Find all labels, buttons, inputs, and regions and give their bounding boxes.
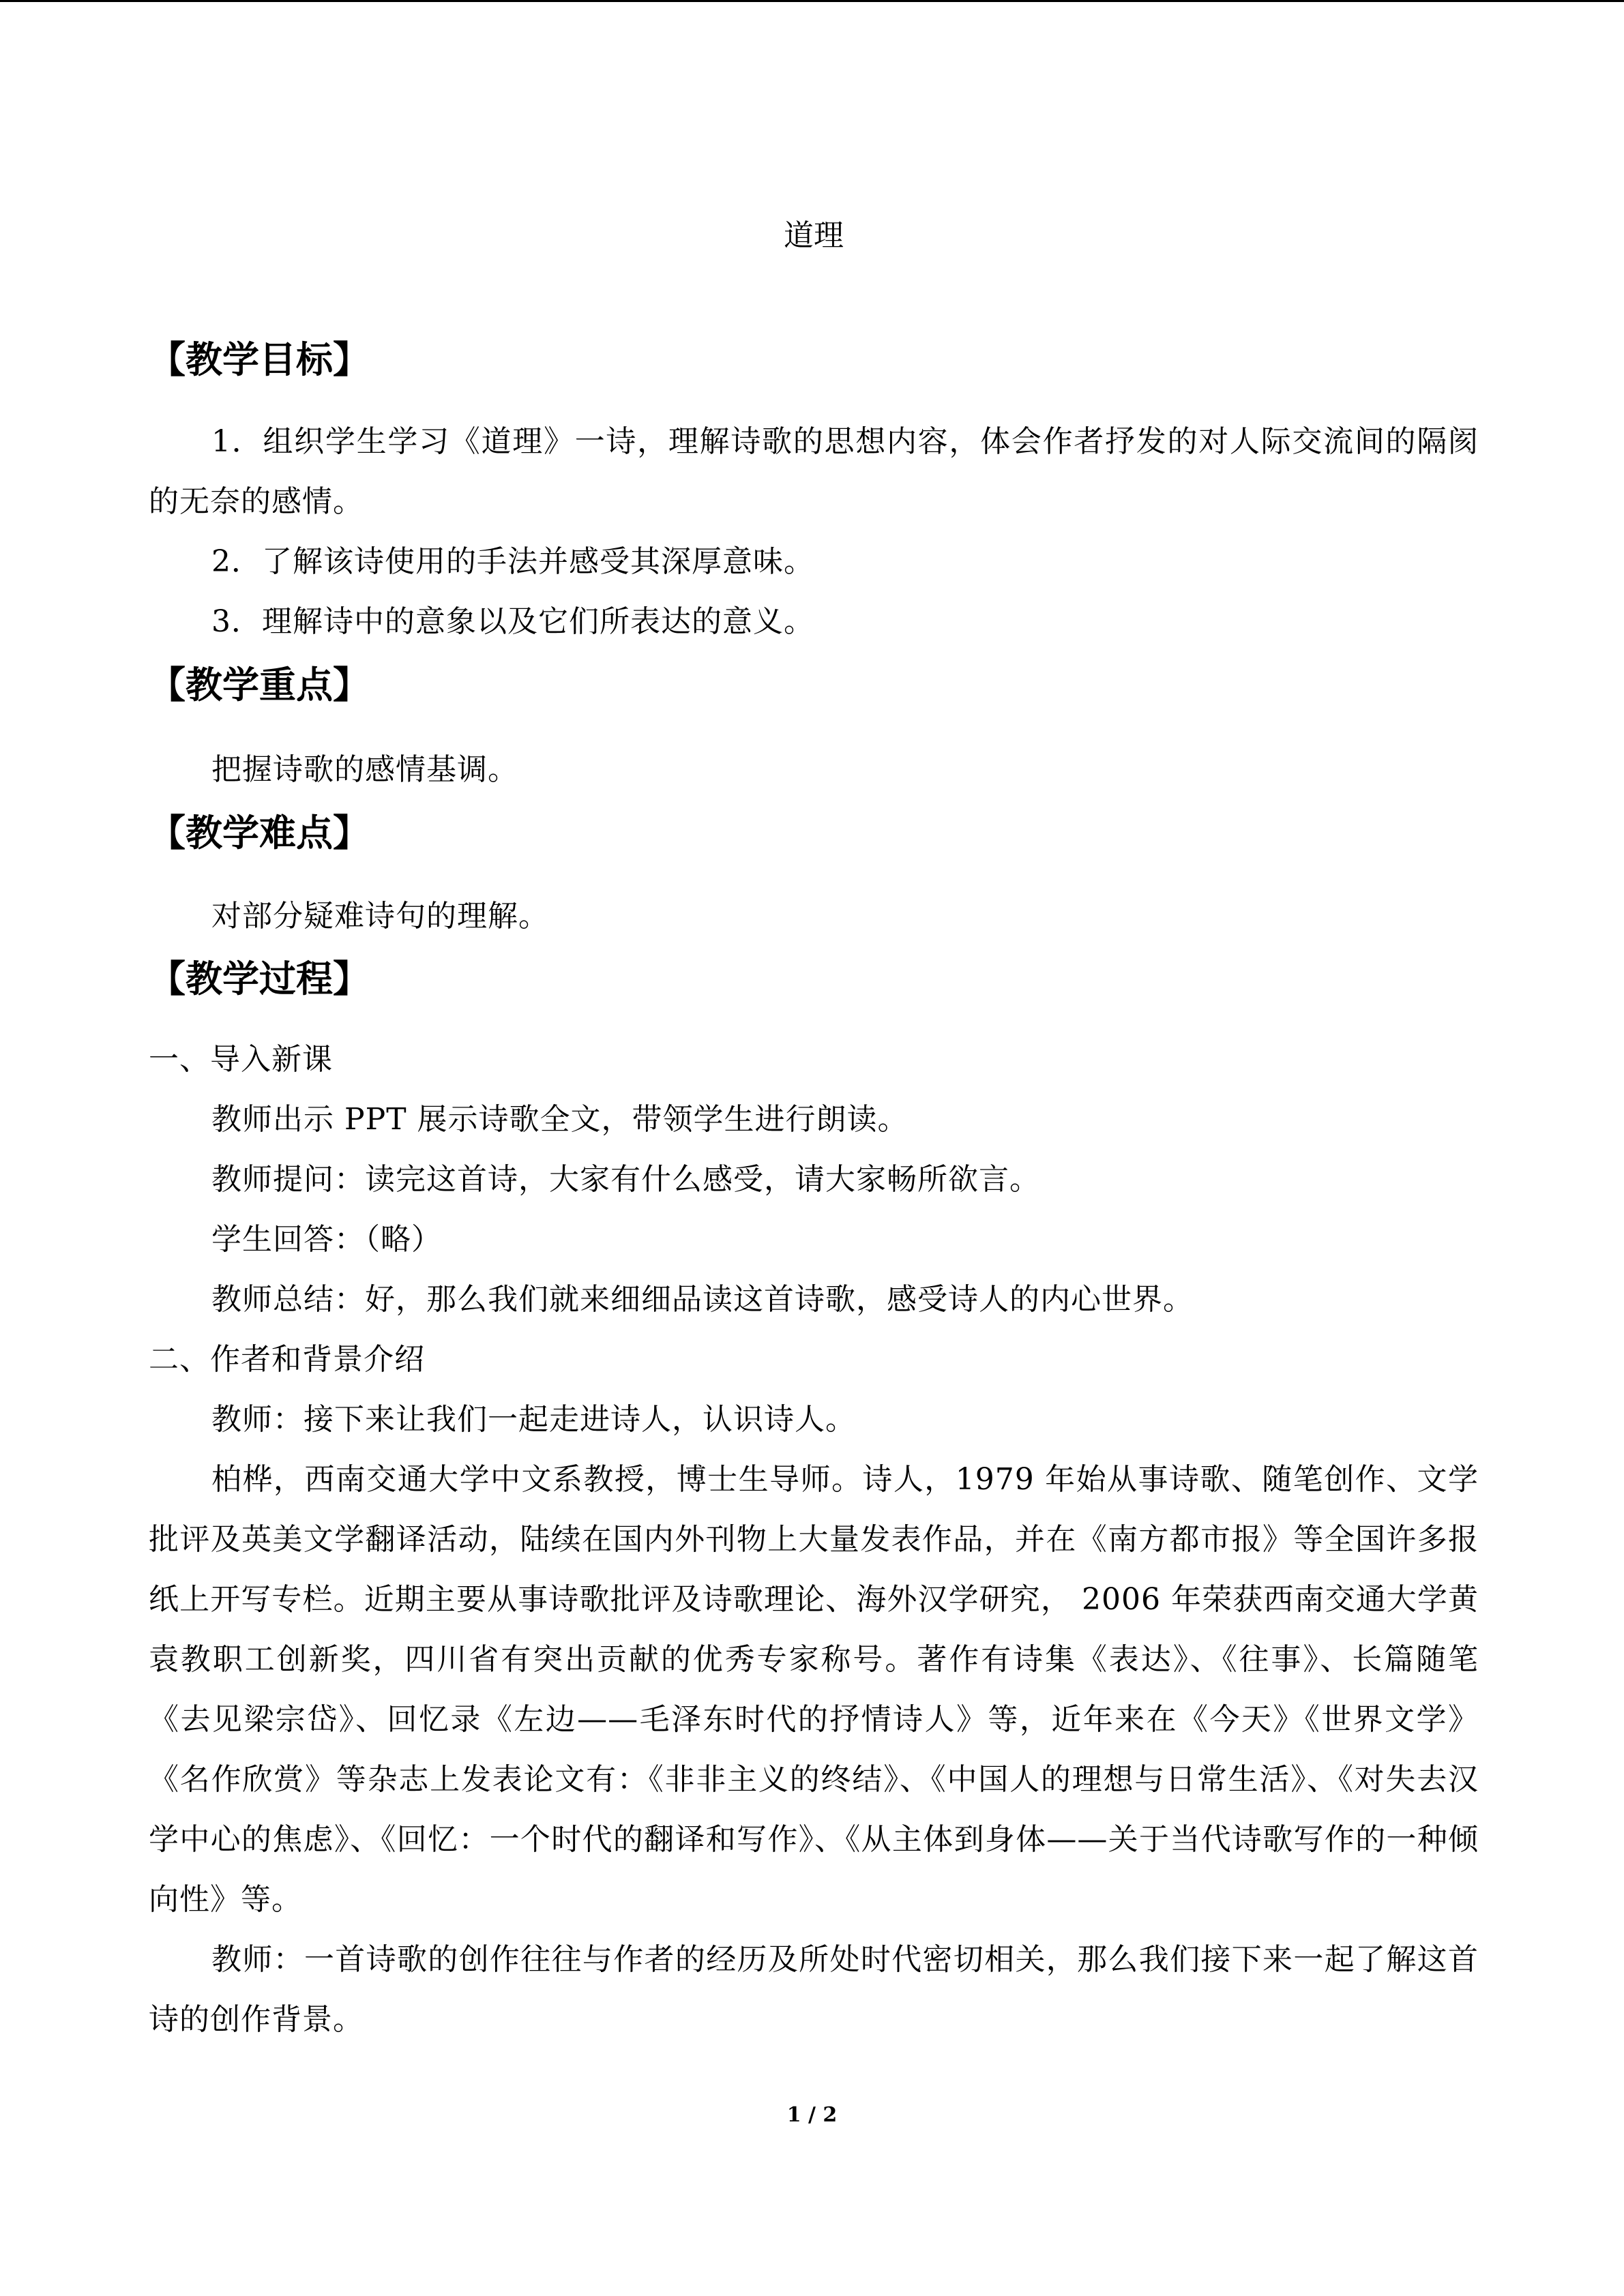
objective-item-2: 2．了解该诗使用的手法并感受其深厚意味。 [211,544,814,579]
difficulties-text: 对部分疑难诗句的理解。 [211,899,549,934]
process-heading: 【教学过程】 [149,957,370,1000]
author-line-1: 教师：接下来让我们一起走进诗人，认识诗人。 [211,1402,856,1437]
top-border [0,0,1624,2]
author-line-3: 教师：一首诗歌的创作往往与作者的经历及所处时代密切相关，那么我们接下来一起了解这首诗的创作背景。 [149,1942,1479,2037]
difficulties-heading: 【教学难点】 [149,811,370,854]
key-points-text: 把握诗歌的感情基调。 [211,752,518,787]
objectives-heading: 【教学目标】 [149,338,370,381]
objective-item-3: 3．理解诗中的意象以及它们所表达的意义。 [211,604,814,639]
page-number: 1 / 2 [786,2103,838,2127]
author-bio-paragraph: 柏桦，西南交通大学中文系教授，博士生导师。诗人，1979 年始从事诗歌、随笔创作、文学批评及英美文学翻译活动，陆续在国内外刊物上大量发表作品，并在《南方都市报》等全国许多报纸上开写专栏。近期主要从事诗歌批评及诗歌理论、海外汉学研究， 2006 年荣获西南交通大学黄袁教职工创新奖，四川省有突出贡献的优秀专家称号。著作有诗集《表达》、《往事》、长篇随笔《去见梁宗岱》、回忆录《左边——毛泽东时代的抒情诗人》等，近年来在《今天》《世界文学》《名作欣赏》等杂志上发表论文有：《非非主义的终结》、《中国人的理想与日常生活》、《对失去汉学中心的焦虑》、《回忆：一个时代的翻译和写作》、《从主体到身体——关于当代诗歌写作的一种倾向性》等。 [149,1462,1479,1917]
intro-line-1: 教师出示 PPT 展示诗歌全文，带领学生进行朗读。 [211,1102,909,1137]
document-title: 道理 [784,218,844,253]
key-points-heading: 【教学重点】 [149,664,370,706]
section-title-intro: 一、导入新课 [149,1042,333,1077]
intro-line-2: 教师提问：读完这首诗，大家有什么感受，请大家畅所欲言。 [211,1162,1040,1197]
intro-line-4: 教师总结：好，那么我们就来细细品读这首诗歌，感受诗人的内心世界。 [211,1282,1194,1317]
intro-line-3: 学生回答：（略） [211,1222,442,1257]
section-title-author: 二、作者和背景介绍 [149,1342,425,1377]
objective-item-1: 1．组织学生学习《道理》一诗，理解诗歌的思想内容，体会作者抒发的对人际交流间的隔阂的无奈的感情。 [149,424,1479,519]
